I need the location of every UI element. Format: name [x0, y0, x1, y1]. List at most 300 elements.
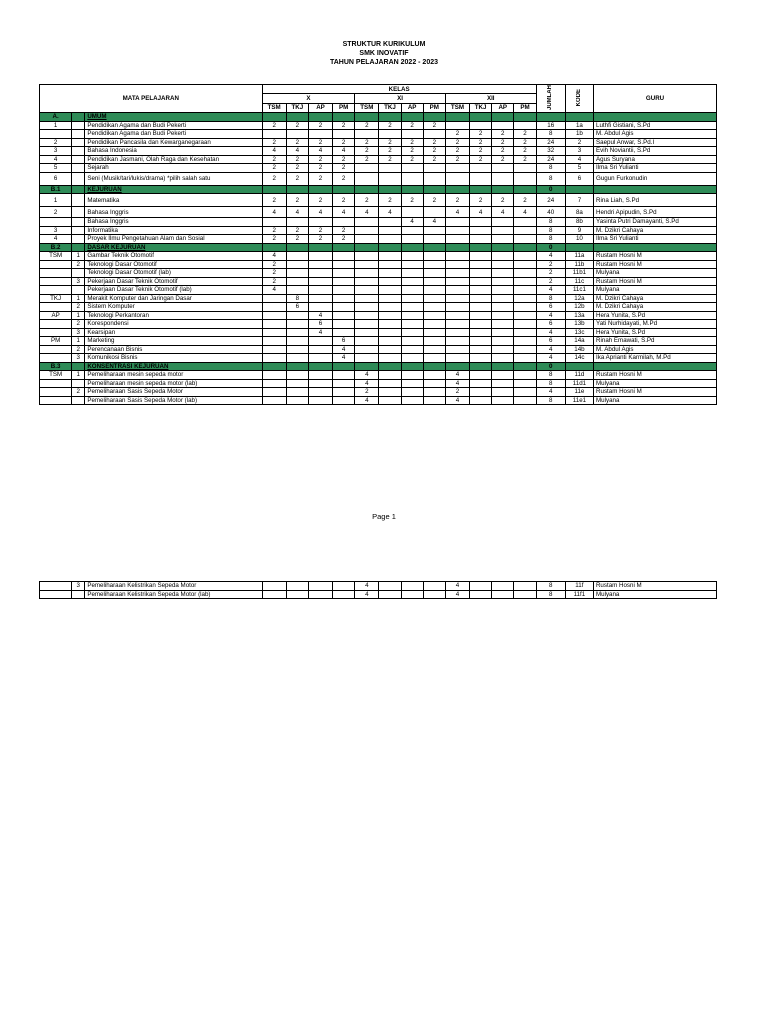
- cell-subject: Pemeliharaan Sasis Sepeda Motor (lab): [85, 396, 262, 405]
- cell-group: 1: [40, 121, 72, 130]
- cell-hours: [333, 371, 355, 380]
- cell-hours: [470, 303, 492, 312]
- cell-hours: 2: [492, 138, 514, 147]
- cell-guru: Rustam Hosni M: [594, 277, 717, 286]
- cell-hours: 2: [333, 235, 355, 244]
- cell-hours: [514, 388, 536, 397]
- cell-guru: Ilma Sri Yulianti: [594, 235, 717, 244]
- cell-hours: [355, 243, 379, 252]
- cell-guru: M. Dzikri Cahaya: [594, 294, 717, 303]
- cell-group: AP: [40, 311, 72, 320]
- cell-hours: 4: [262, 252, 286, 261]
- cell-hours: 2: [286, 226, 308, 235]
- cell-hours: [492, 172, 514, 185]
- cell-hours: [445, 113, 469, 122]
- cell-hours: [492, 362, 514, 371]
- cell-hours: 2: [262, 277, 286, 286]
- cell-hours: [492, 388, 514, 397]
- cell-hours: [423, 207, 445, 218]
- cell-group: 3: [40, 147, 72, 156]
- cell-hours: 2: [401, 155, 423, 164]
- cell-hours: [379, 311, 401, 320]
- cell-number: [72, 269, 85, 278]
- cell-hours: 2: [470, 194, 492, 207]
- cell-jumlah: 4: [536, 328, 565, 337]
- cell-group: [40, 590, 72, 599]
- cell-jumlah: 8: [536, 590, 565, 599]
- cell-hours: 2: [379, 155, 401, 164]
- cell-hours: [262, 243, 286, 252]
- cell-hours: 2: [401, 138, 423, 147]
- cell-subject: Merakit Komputer dan Jaringan Dasar: [85, 294, 262, 303]
- cell-jumlah: 16: [536, 121, 565, 130]
- cell-hours: [286, 113, 308, 122]
- cell-hours: [379, 269, 401, 278]
- cell-subject: Perencanaan Bisnis: [85, 345, 262, 354]
- cell-hours: [308, 260, 332, 269]
- cell-hours: [379, 172, 401, 185]
- cell-hours: [470, 379, 492, 388]
- table-row: [40, 155, 717, 164]
- cell-hours: [308, 294, 332, 303]
- cell-hours: [445, 328, 469, 337]
- cell-guru: M. Abdul Agis: [594, 345, 717, 354]
- cell-hours: [355, 345, 379, 354]
- cell-hours: [445, 337, 469, 346]
- cell-jumlah: 8: [536, 379, 565, 388]
- cell-hours: [470, 172, 492, 185]
- cell-guru: [594, 185, 717, 194]
- cell-hours: [379, 286, 401, 295]
- cell-hours: [470, 269, 492, 278]
- cell-subject: Bahasa Inggris: [85, 207, 262, 218]
- cell-hours: [470, 354, 492, 363]
- cell-kode: 11f1: [565, 590, 593, 599]
- cell-hours: [470, 164, 492, 173]
- cell-hours: [401, 371, 423, 380]
- cell-hours: 4: [401, 218, 423, 227]
- cell-subject: Bahasa Inggris: [85, 218, 262, 227]
- cell-hours: 2: [333, 121, 355, 130]
- cell-hours: [470, 388, 492, 397]
- cell-hours: [286, 354, 308, 363]
- cell-hours: [262, 320, 286, 329]
- cell-hours: [423, 303, 445, 312]
- cell-hours: [423, 396, 445, 405]
- cell-hours: [514, 371, 536, 380]
- cell-hours: [423, 164, 445, 173]
- cell-subject: Korespondensi: [85, 320, 262, 329]
- cell-kode: 12b: [565, 303, 593, 312]
- table-row: [40, 260, 717, 269]
- cell-hours: [333, 185, 355, 194]
- section-row: [40, 113, 717, 122]
- cell-hours: [333, 269, 355, 278]
- cell-subject: Marketing: [85, 337, 262, 346]
- cell-group: [40, 582, 72, 591]
- cell-hours: [379, 345, 401, 354]
- cell-hours: [514, 303, 536, 312]
- cell-hours: [423, 113, 445, 122]
- table-row: [40, 130, 717, 139]
- cell-number: 2: [72, 345, 85, 354]
- cell-hours: 2: [514, 194, 536, 207]
- cell-jumlah: 24: [536, 155, 565, 164]
- cell-hours: [379, 226, 401, 235]
- cell-hours: [470, 320, 492, 329]
- cell-hours: [355, 113, 379, 122]
- table-row: [40, 311, 717, 320]
- cell-hours: 4: [286, 147, 308, 156]
- cell-hours: [333, 286, 355, 295]
- cell-hours: [262, 396, 286, 405]
- cell-hours: 4: [355, 582, 379, 591]
- cell-jumlah: 6: [536, 303, 565, 312]
- cell-guru: Rustam Hosni M: [593, 582, 716, 591]
- cell-guru: Rustam Hosni M: [594, 260, 717, 269]
- cell-hours: [514, 185, 536, 194]
- cell-hours: 8: [286, 294, 308, 303]
- cell-hours: [355, 320, 379, 329]
- cell-kode: 11a: [565, 252, 593, 261]
- cell-jumlah: 8: [536, 582, 565, 591]
- cell-kode: 14b: [565, 345, 593, 354]
- cell-group: B.3: [40, 362, 72, 371]
- cell-hours: [401, 113, 423, 122]
- cell-guru: Ilma Sri Yulianti: [594, 164, 717, 173]
- cell-hours: 2: [262, 260, 286, 269]
- cell-hours: 2: [262, 121, 286, 130]
- cell-kode: 11b1: [565, 269, 593, 278]
- cell-subject: Pemeliharaan Sasis Sepeda Motor: [85, 388, 262, 397]
- cell-hours: 2: [286, 194, 308, 207]
- cell-group: 2: [40, 207, 72, 218]
- cell-hours: 2: [308, 172, 332, 185]
- cell-hours: [401, 277, 423, 286]
- cell-hours: [308, 269, 332, 278]
- cell-subject: Proyek Ilmu Pengetahuan Alam dan Sosial: [85, 235, 262, 244]
- cell-jumlah: 8: [536, 371, 565, 380]
- cell-guru: Rustam Hosni M: [594, 371, 717, 380]
- cell-hours: [423, 294, 445, 303]
- curriculum-table-body: [40, 113, 717, 405]
- title-line-3: TAHUN PELAJARAN 2022 - 2023: [329, 59, 438, 66]
- table-row: [40, 194, 717, 207]
- cell-group: [40, 269, 72, 278]
- cell-hours: [262, 388, 286, 397]
- cell-number: [72, 164, 85, 173]
- cell-hours: [514, 121, 536, 130]
- cell-guru: Mulyana: [594, 396, 717, 405]
- cell-hours: 2: [423, 155, 445, 164]
- cell-hours: [379, 130, 401, 139]
- cell-hours: [379, 185, 401, 194]
- cell-subject: Gambar Teknik Otomotif: [85, 252, 262, 261]
- cell-subject: Teknologi Perkantoran: [85, 311, 262, 320]
- cell-hours: [355, 218, 379, 227]
- cell-hours: 4: [445, 396, 469, 405]
- cell-hours: [445, 277, 469, 286]
- cell-hours: [492, 185, 514, 194]
- cell-hours: 4: [286, 207, 308, 218]
- cell-group: [40, 260, 72, 269]
- cell-hours: [423, 379, 445, 388]
- cell-hours: [286, 260, 308, 269]
- table-row: [40, 294, 717, 303]
- curriculum-table: [39, 84, 717, 405]
- cell-hours: [286, 590, 308, 599]
- cell-number: 3: [72, 354, 85, 363]
- cell-hours: 6: [286, 303, 308, 312]
- cell-hours: 2: [262, 164, 286, 173]
- cell-hours: 2: [445, 194, 469, 207]
- cell-kode: 11c: [565, 277, 593, 286]
- cell-jumlah: 8: [536, 164, 565, 173]
- cell-hours: [423, 337, 445, 346]
- cell-hours: [401, 354, 423, 363]
- cell-hours: [492, 277, 514, 286]
- cell-hours: [308, 243, 332, 252]
- cell-hours: [262, 130, 286, 139]
- header-class: TSM: [445, 103, 469, 112]
- cell-kode: 1b: [565, 130, 593, 139]
- cell-hours: [379, 379, 401, 388]
- cell-hours: [401, 328, 423, 337]
- cell-hours: [492, 590, 514, 599]
- cell-jumlah: 4: [536, 311, 565, 320]
- cell-number: 3: [72, 277, 85, 286]
- cell-jumlah: 24: [536, 138, 565, 147]
- cell-hours: [492, 320, 514, 329]
- cell-hours: [379, 320, 401, 329]
- cell-hours: [423, 277, 445, 286]
- cell-hours: 2: [355, 388, 379, 397]
- cell-guru: Ika Aprianti Karmilah, M.Pd: [594, 354, 717, 363]
- cell-hours: [423, 328, 445, 337]
- cell-hours: [308, 277, 332, 286]
- cell-hours: [379, 354, 401, 363]
- cell-jumlah: 0: [536, 243, 565, 252]
- cell-hours: [355, 164, 379, 173]
- cell-hours: [445, 294, 469, 303]
- cell-kode: 10: [565, 235, 593, 244]
- cell-hours: [355, 269, 379, 278]
- cell-hours: [286, 328, 308, 337]
- cell-hours: [514, 252, 536, 261]
- cell-hours: 4: [333, 147, 355, 156]
- cell-hours: [514, 337, 536, 346]
- cell-group: [40, 345, 72, 354]
- cell-kode: [565, 362, 593, 371]
- cell-hours: [470, 362, 492, 371]
- table-row: [40, 121, 717, 130]
- cell-subject: UMUM: [85, 113, 262, 122]
- cell-hours: [379, 218, 401, 227]
- cell-hours: [514, 113, 536, 122]
- cell-hours: [308, 252, 332, 261]
- cell-hours: [379, 371, 401, 380]
- cell-hours: 2: [514, 130, 536, 139]
- cell-hours: [492, 379, 514, 388]
- cell-hours: [445, 286, 469, 295]
- cell-hours: 4: [262, 147, 286, 156]
- cell-hours: 2: [262, 194, 286, 207]
- cell-hours: [333, 277, 355, 286]
- cell-number: [72, 194, 85, 207]
- cell-number: [72, 138, 85, 147]
- cell-jumlah: 8: [536, 396, 565, 405]
- cell-number: [72, 286, 85, 295]
- cell-kode: 8b: [565, 218, 593, 227]
- cell-hours: 2: [262, 155, 286, 164]
- cell-hours: [333, 328, 355, 337]
- cell-kode: 5: [565, 164, 593, 173]
- cell-subject: Sistem Komputer: [85, 303, 262, 312]
- cell-hours: 4: [379, 207, 401, 218]
- cell-hours: 2: [401, 121, 423, 130]
- cell-kode: 6: [565, 172, 593, 185]
- cell-hours: [492, 294, 514, 303]
- cell-subject: DASAR KEJURUAN: [85, 243, 262, 252]
- cell-hours: [401, 260, 423, 269]
- cell-hours: 2: [333, 172, 355, 185]
- cell-hours: [262, 362, 286, 371]
- cell-group: 5: [40, 164, 72, 173]
- cell-kode: 11c1: [565, 286, 593, 295]
- cell-hours: 2: [333, 226, 355, 235]
- document-title: [0, 40, 768, 67]
- cell-hours: [514, 277, 536, 286]
- cell-guru: Rina Liah, S.Pd: [594, 194, 717, 207]
- cell-hours: 2: [262, 226, 286, 235]
- cell-hours: [401, 269, 423, 278]
- cell-hours: [379, 235, 401, 244]
- cell-hours: [262, 379, 286, 388]
- cell-number: [72, 218, 85, 227]
- cell-group: [40, 354, 72, 363]
- cell-hours: 2: [445, 138, 469, 147]
- cell-hours: 4: [470, 207, 492, 218]
- cell-hours: [333, 320, 355, 329]
- cell-hours: 2: [514, 138, 536, 147]
- cell-group: B.2: [40, 243, 72, 252]
- cell-hours: [423, 362, 445, 371]
- cell-hours: [355, 328, 379, 337]
- cell-hours: 4: [308, 311, 332, 320]
- cell-hours: [401, 185, 423, 194]
- cell-hours: [379, 252, 401, 261]
- cell-jumlah: 40: [536, 207, 565, 218]
- cell-hours: [423, 371, 445, 380]
- cell-hours: [286, 582, 308, 591]
- cell-hours: [470, 121, 492, 130]
- cell-jumlah: 4: [536, 388, 565, 397]
- cell-hours: [286, 396, 308, 405]
- cell-hours: [379, 328, 401, 337]
- cell-guru: M. Abdul Agis: [594, 130, 717, 139]
- cell-hours: [492, 396, 514, 405]
- cell-jumlah: 32: [536, 147, 565, 156]
- cell-guru: Rustam Hosni M: [594, 252, 717, 261]
- header-class: AP: [492, 103, 514, 112]
- cell-hours: 2: [333, 138, 355, 147]
- cell-hours: [492, 303, 514, 312]
- cell-hours: 4: [355, 379, 379, 388]
- cell-hours: [492, 328, 514, 337]
- page-label: Page 1: [372, 512, 396, 521]
- cell-hours: [492, 354, 514, 363]
- cell-number: 3: [72, 582, 85, 591]
- cell-group: PM: [40, 337, 72, 346]
- cell-hours: [470, 396, 492, 405]
- cell-number: [72, 130, 85, 139]
- cell-hours: 4: [355, 207, 379, 218]
- cell-hours: [492, 113, 514, 122]
- cell-hours: [355, 303, 379, 312]
- cell-hours: 2: [470, 147, 492, 156]
- cell-number: [72, 121, 85, 130]
- cell-hours: 4: [445, 371, 469, 380]
- cell-hours: [333, 218, 355, 227]
- cell-hours: [492, 345, 514, 354]
- cell-hours: 2: [355, 138, 379, 147]
- cell-kode: 13b: [565, 320, 593, 329]
- cell-number: [72, 113, 85, 122]
- cell-group: [40, 388, 72, 397]
- cell-hours: 2: [355, 121, 379, 130]
- cell-hours: [262, 294, 286, 303]
- cell-jumlah: 8: [536, 172, 565, 185]
- cell-hours: [401, 337, 423, 346]
- cell-group: TSM: [40, 252, 72, 261]
- cell-hours: 4: [333, 354, 355, 363]
- cell-hours: [286, 286, 308, 295]
- cell-hours: [262, 345, 286, 354]
- cell-hours: [401, 388, 423, 397]
- cell-subject: Matematika: [85, 194, 262, 207]
- cell-hours: [492, 243, 514, 252]
- cell-hours: [355, 235, 379, 244]
- cell-group: [40, 277, 72, 286]
- table-row: [40, 320, 717, 329]
- cell-subject: Seni (Musik/tari/lukis/drama) *pilih salah satu: [85, 172, 262, 185]
- cell-kode: 13c: [565, 328, 593, 337]
- cell-hours: 4: [445, 590, 469, 599]
- cell-hours: [423, 269, 445, 278]
- cell-hours: 2: [514, 147, 536, 156]
- cell-hours: 2: [286, 164, 308, 173]
- cell-hours: [492, 226, 514, 235]
- cell-hours: [355, 277, 379, 286]
- cell-subject: Sejarah: [85, 164, 262, 173]
- cell-hours: [423, 590, 445, 599]
- cell-hours: 4: [445, 582, 469, 591]
- section-row: [40, 243, 717, 252]
- cell-hours: [492, 121, 514, 130]
- cell-hours: [514, 235, 536, 244]
- cell-hours: [286, 345, 308, 354]
- cell-hours: 2: [445, 388, 469, 397]
- cell-hours: [514, 226, 536, 235]
- cell-kode: 11d1: [565, 379, 593, 388]
- cell-hours: [379, 113, 401, 122]
- cell-hours: [445, 218, 469, 227]
- cell-kode: [565, 243, 593, 252]
- cell-group: [40, 286, 72, 295]
- header-jumlah: JUMLAH: [536, 85, 565, 113]
- cell-number: [72, 396, 85, 405]
- cell-number: [72, 172, 85, 185]
